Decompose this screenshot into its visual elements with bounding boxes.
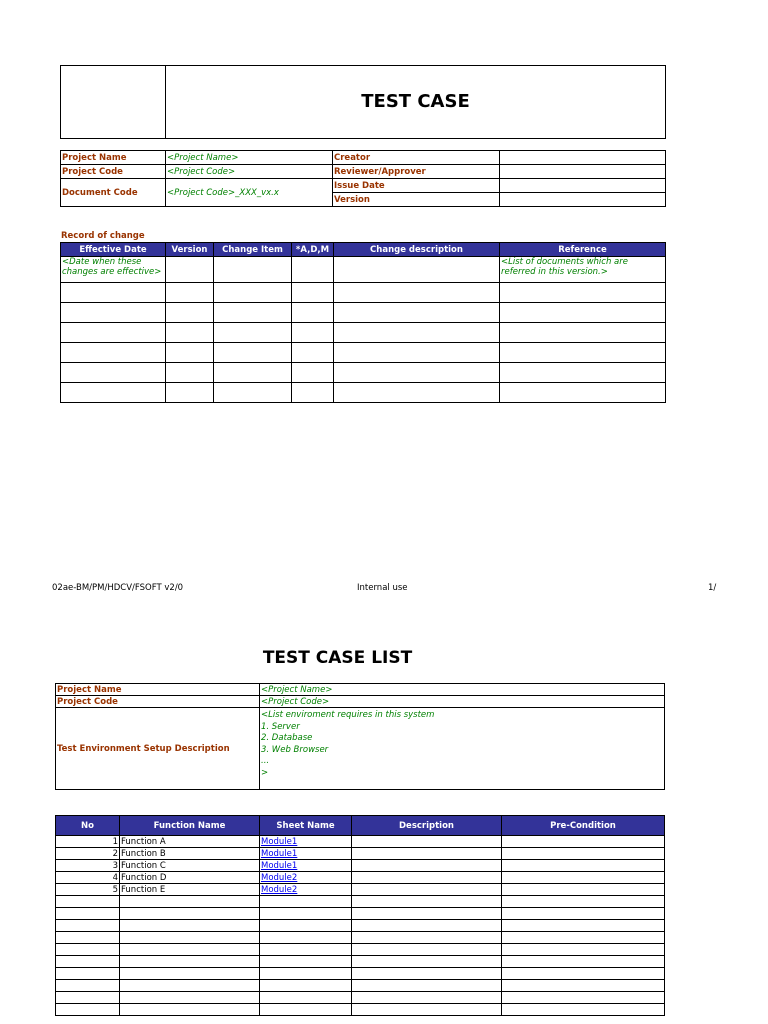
cell[interactable] [61, 303, 166, 323]
empty-row [56, 968, 665, 980]
table-row [56, 848, 665, 860]
cell[interactable] [260, 956, 352, 968]
env-line: ... [261, 756, 270, 766]
cell[interactable] [352, 896, 502, 908]
cell[interactable] [166, 363, 214, 383]
empty-row [56, 992, 665, 1004]
effective-date-cell[interactable]: <Date when these changes are effective> [61, 257, 166, 283]
footer-page-number: 1/ [708, 583, 717, 593]
footer-doc-id: 02ae-BM/PM/HDCV/FSOFT v2/0 [52, 583, 184, 593]
version-label: Version [333, 193, 500, 207]
col-adm: *A,D,M [292, 243, 334, 257]
table-row [56, 872, 665, 884]
reviewer-label: Reviewer/Approver [333, 165, 500, 179]
cell[interactable] [61, 363, 166, 383]
issue-date-label: Issue Date [333, 179, 500, 193]
empty-row [56, 944, 665, 956]
change-description-cell[interactable] [334, 257, 500, 283]
empty-row [56, 896, 665, 908]
sheet-link[interactable]: Module1 [261, 860, 298, 871]
row-precondition[interactable] [502, 848, 665, 860]
cell[interactable] [334, 323, 500, 343]
cell[interactable] [502, 992, 665, 1004]
cell[interactable] [292, 303, 334, 323]
cell[interactable] [500, 343, 666, 363]
cell[interactable] [56, 908, 120, 920]
cell[interactable] [502, 956, 665, 968]
col-pre-condition: Pre-Condition [502, 816, 665, 836]
cell[interactable] [502, 920, 665, 932]
document-title: TEST CASE [166, 66, 666, 139]
row-no: 2 [56, 848, 120, 860]
env-setup-value[interactable] [260, 708, 665, 790]
tcl-project-code-label: Project Code [56, 696, 260, 708]
row-description[interactable] [352, 884, 502, 896]
row-no: 1 [56, 836, 120, 848]
cell[interactable] [214, 303, 292, 323]
empty-row [56, 932, 665, 944]
cell[interactable] [120, 1004, 260, 1016]
cell[interactable] [214, 323, 292, 343]
table-row [56, 860, 665, 872]
reviewer-value[interactable] [500, 165, 666, 179]
cell[interactable] [352, 908, 502, 920]
header-box [60, 65, 666, 139]
row-precondition[interactable] [502, 884, 665, 896]
cell[interactable] [120, 956, 260, 968]
row-precondition[interactable] [502, 836, 665, 848]
col-function-name: Function Name [120, 816, 260, 836]
cell[interactable] [260, 980, 352, 992]
cell[interactable] [120, 968, 260, 980]
row-precondition[interactable] [502, 860, 665, 872]
test-case-list-info-table [55, 683, 665, 790]
cell[interactable] [214, 283, 292, 303]
cell[interactable] [61, 323, 166, 343]
row-no: 5 [56, 884, 120, 896]
row-function: Function C [120, 860, 260, 872]
empty-row [56, 920, 665, 932]
change-row [61, 257, 666, 283]
table-row [56, 836, 665, 848]
change-row [61, 303, 666, 323]
cell[interactable] [120, 920, 260, 932]
document-code-label: Document Code [61, 179, 166, 207]
col-version: Version [166, 243, 214, 257]
cell[interactable] [120, 944, 260, 956]
cell[interactable] [352, 1004, 502, 1016]
project-name-label: Project Name [61, 151, 166, 165]
empty-row [56, 908, 665, 920]
col-change-description: Change description [334, 243, 500, 257]
cell[interactable] [120, 932, 260, 944]
record-of-change-label: Record of change [61, 231, 145, 241]
change-row [61, 283, 666, 303]
project-code-label: Project Code [61, 165, 166, 179]
row-sheet-cell [260, 848, 352, 860]
empty-row [56, 980, 665, 992]
adm-cell[interactable] [292, 257, 334, 283]
env-line: 2. Database [261, 733, 313, 743]
cell[interactable] [334, 343, 500, 363]
cell[interactable] [56, 944, 120, 956]
cell[interactable] [260, 932, 352, 944]
project-code-value[interactable]: <Project Code> [166, 165, 333, 179]
cell[interactable] [500, 323, 666, 343]
cell[interactable] [214, 383, 292, 403]
creator-value[interactable] [500, 151, 666, 165]
cell[interactable] [500, 303, 666, 323]
col-effective-date: Effective Date [61, 243, 166, 257]
logo-cell [61, 66, 166, 139]
cell[interactable] [502, 944, 665, 956]
sheet-link[interactable]: Module2 [261, 884, 298, 895]
row-sheet-cell [260, 884, 352, 896]
cell[interactable] [56, 896, 120, 908]
col-sheet-name: Sheet Name [260, 816, 352, 836]
cell[interactable] [56, 980, 120, 992]
cell[interactable] [502, 1004, 665, 1016]
test-case-list-table [55, 815, 665, 1016]
env-line: 3. Web Browser [261, 744, 329, 755]
tcl-project-name-label: Project Name [56, 684, 260, 696]
row-function: Function A [120, 836, 260, 848]
cell[interactable] [260, 992, 352, 1004]
row-function: Function D [120, 872, 260, 884]
cell[interactable] [260, 896, 352, 908]
row-description[interactable] [352, 860, 502, 872]
cell[interactable] [61, 383, 166, 403]
row-description[interactable] [352, 836, 502, 848]
cell[interactable] [352, 944, 502, 956]
cell[interactable] [500, 383, 666, 403]
creator-label: Creator [333, 151, 500, 165]
cell[interactable] [120, 980, 260, 992]
cell[interactable] [502, 968, 665, 980]
col-no: No [56, 816, 120, 836]
row-no: 3 [56, 860, 120, 872]
cell[interactable] [120, 896, 260, 908]
reference-cell[interactable]: <List of documents which are referred in this version.> [500, 257, 666, 283]
cell[interactable] [352, 968, 502, 980]
cell[interactable] [352, 956, 502, 968]
cell[interactable] [502, 932, 665, 944]
row-sheet-cell [260, 836, 352, 848]
project-info-table [60, 150, 666, 207]
env-line: 1. Server [261, 721, 300, 732]
cell[interactable] [500, 283, 666, 303]
row-function: Function B [120, 848, 260, 860]
cell[interactable] [214, 343, 292, 363]
cell[interactable] [120, 992, 260, 1004]
cell[interactable] [334, 363, 500, 383]
cell[interactable] [334, 303, 500, 323]
cell[interactable] [56, 920, 120, 932]
change-row [61, 323, 666, 343]
cell[interactable] [352, 992, 502, 1004]
cell[interactable] [214, 363, 292, 383]
cell[interactable] [334, 383, 500, 403]
sheet-link[interactable]: Module1 [261, 848, 298, 859]
cell[interactable] [260, 908, 352, 920]
row-precondition[interactable] [502, 872, 665, 884]
cell[interactable] [352, 980, 502, 992]
col-description: Description [352, 816, 502, 836]
cell[interactable] [292, 323, 334, 343]
cell[interactable] [260, 1004, 352, 1016]
sheet-link[interactable]: Module1 [261, 836, 298, 847]
version-value[interactable] [500, 193, 666, 207]
table-row [56, 884, 665, 896]
sheet-link[interactable]: Module2 [261, 872, 298, 883]
row-description[interactable] [352, 872, 502, 884]
cell[interactable] [56, 992, 120, 1004]
document-code-value[interactable]: <Project Code>_XXX_vx.x [166, 179, 333, 207]
env-setup-label: Test Environment Setup Description [56, 708, 260, 790]
cell[interactable] [292, 283, 334, 303]
cell[interactable] [166, 323, 214, 343]
cell[interactable] [502, 896, 665, 908]
cell[interactable] [292, 383, 334, 403]
cell[interactable] [352, 920, 502, 932]
change-row [61, 363, 666, 383]
cell[interactable] [166, 343, 214, 363]
cell[interactable] [61, 343, 166, 363]
row-description[interactable] [352, 848, 502, 860]
change-item-cell[interactable] [214, 257, 292, 283]
cell[interactable] [260, 920, 352, 932]
cell[interactable] [334, 283, 500, 303]
cell[interactable] [56, 956, 120, 968]
cell[interactable] [166, 383, 214, 403]
empty-row [56, 956, 665, 968]
empty-row [56, 1004, 665, 1016]
version-cell[interactable] [166, 257, 214, 283]
cell[interactable] [61, 283, 166, 303]
footer-classification: Internal use [357, 583, 408, 593]
cell[interactable] [502, 908, 665, 920]
cell[interactable] [120, 908, 260, 920]
test-case-list-title: TEST CASE LIST [262, 648, 413, 668]
cell[interactable] [56, 1004, 120, 1016]
tcl-project-code-value[interactable]: <Project Code> [260, 696, 665, 708]
row-function: Function E [120, 884, 260, 896]
row-sheet-cell [260, 872, 352, 884]
col-change-item: Change Item [214, 243, 292, 257]
row-no: 4 [56, 872, 120, 884]
cell[interactable] [292, 343, 334, 363]
row-sheet-cell [260, 860, 352, 872]
cell[interactable] [56, 932, 120, 944]
project-name-value[interactable]: <Project Name> [166, 151, 333, 165]
cell[interactable] [260, 944, 352, 956]
change-row [61, 383, 666, 403]
cell[interactable] [500, 363, 666, 383]
cell[interactable] [260, 968, 352, 980]
env-line: <List enviroment requires in this system [261, 710, 435, 720]
cell[interactable] [292, 363, 334, 383]
cell[interactable] [166, 283, 214, 303]
cell[interactable] [166, 303, 214, 323]
change-row [61, 343, 666, 363]
tcl-project-name-value[interactable]: <Project Name> [260, 684, 665, 696]
env-line: > [261, 767, 269, 778]
col-reference: Reference [500, 243, 666, 257]
cell[interactable] [352, 932, 502, 944]
cell[interactable] [56, 968, 120, 980]
record-of-change-table [60, 242, 666, 403]
cell[interactable] [502, 980, 665, 992]
issue-date-value[interactable] [500, 179, 666, 193]
